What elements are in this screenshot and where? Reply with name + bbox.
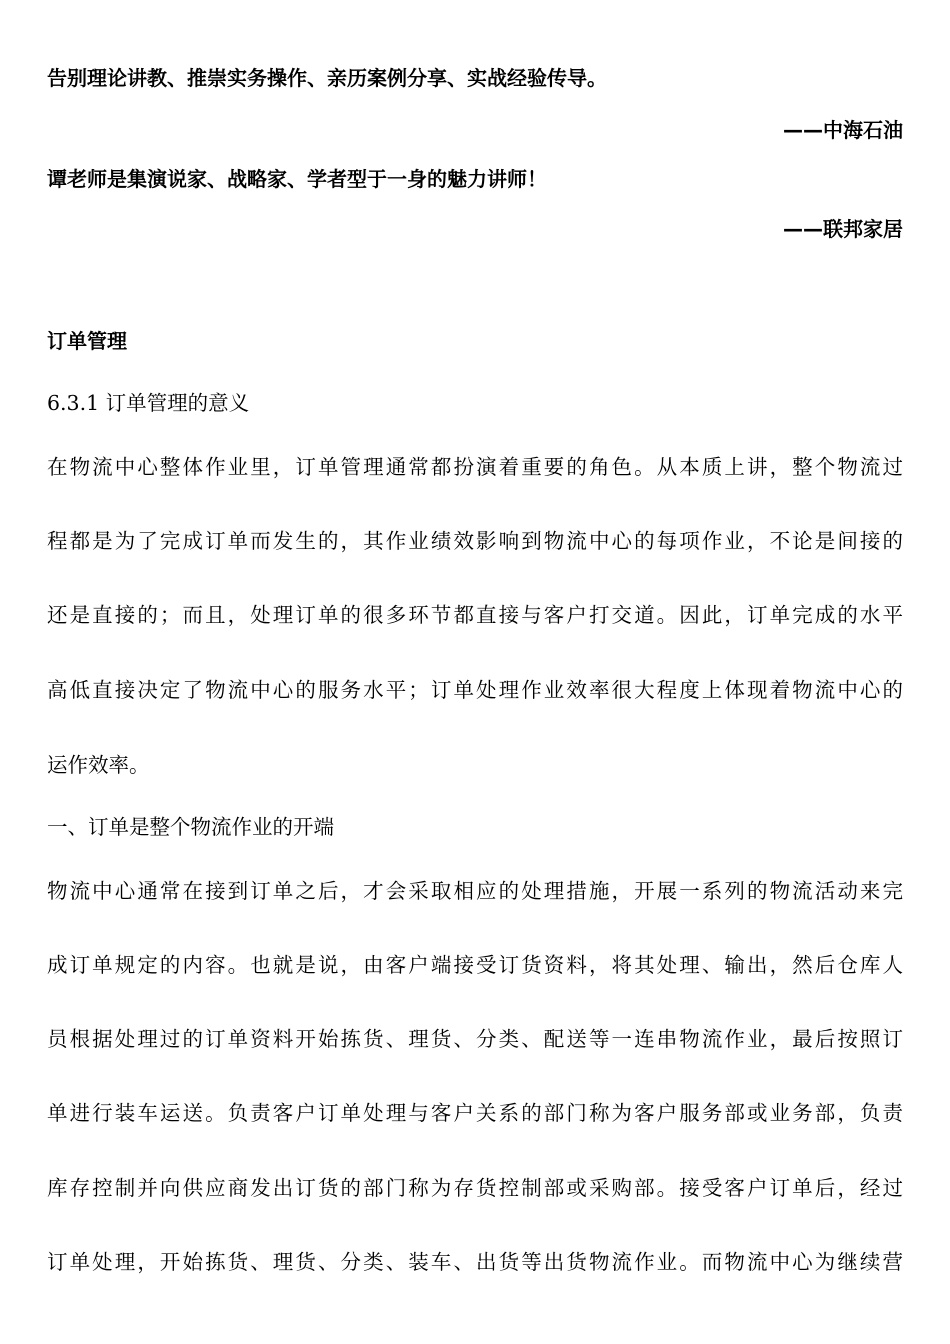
paragraph-line: 库存控制并向供应商发出订货的部门称为存货控制部或采购部。接受客户订单后，经过 <box>47 1176 903 1200</box>
testimonial-quote-1: 告别理论讲教、推崇实务操作、亲历案例分享、实战经验传导。 <box>47 66 607 90</box>
paragraph-line: 高低直接决定了物流中心的服务水平；订单处理作业效率很大程度上体现着物流中心的 <box>47 678 903 702</box>
testimonial-source-1: ——中海石油 <box>783 118 903 142</box>
paragraph-line: 程都是为了完成订单而发生的，其作业绩效影响到物流中心的每项作业，不论是间接的 <box>47 529 903 553</box>
paragraph-line: 还是直接的；而且，处理订单的很多环节都直接与客户打交道。因此，订单完成的水平 <box>47 603 903 627</box>
paragraph-line: 在物流中心整体作业里，订单管理通常都扮演着重要的角色。从本质上讲，整个物流过 <box>47 455 903 479</box>
paragraph-line: 物流中心通常在接到订单之后，才会采取相应的处理措施，开展一系列的物流活动来完 <box>47 879 903 903</box>
paragraph-line: 成订单规定的内容。也就是说，由客户端接受订货资料，将其处理、输出，然后仓库人 <box>47 953 903 977</box>
section-heading: 订单管理 <box>47 329 127 353</box>
section-subheading: 6.3.1 订单管理的意义 <box>47 391 250 415</box>
paragraph-line: 订单处理，开始拣货、理货、分类、装车、出货等出货物流作业。而物流中心为继续营 <box>47 1250 903 1274</box>
testimonial-quote-2: 谭老师是集演说家、战略家、学者型于一身的魅力讲师！ <box>47 167 547 191</box>
testimonial-source-2: ——联邦家居 <box>783 217 903 241</box>
paragraph-line: 运作效率。 <box>47 753 150 777</box>
paragraph-line: 单进行装车运送。负责客户订单处理与客户关系的部门称为客户服务部或业务部，负责 <box>47 1101 903 1125</box>
point-heading: 一、订单是整个物流作业的开端 <box>47 815 334 839</box>
paragraph-line: 员根据处理过的订单资料开始拣货、理货、分类、配送等一连串物流作业，最后按照订 <box>47 1027 903 1051</box>
